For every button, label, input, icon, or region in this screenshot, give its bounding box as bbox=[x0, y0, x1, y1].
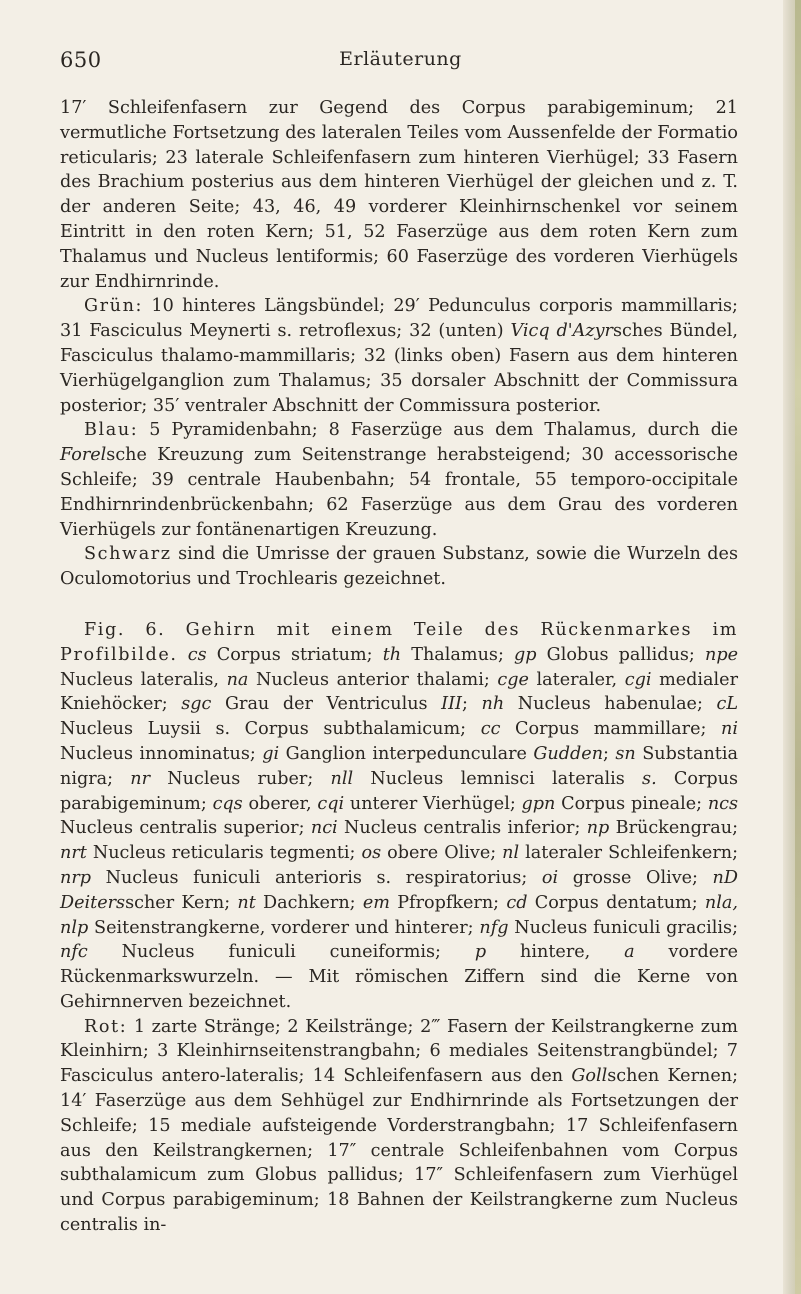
paragraph-text: schen Kernen; 14′ Faserzüge aus dem Sehhügel zur Endhirnrinde als Fortsetzungen der Schleife; 15 mediale aufsteigende Vorderstrangbahn; 17 Schleifenfasern aus den Keilstrangkernen; 17″ centrale Schleifenbahnen vom Corpus subthalamicum zum Globus pallidus; 17″ Schleifenfasern zum Vierhügel und Corpus parabigeminum; 18 Bahnen der Keilstrangkerne zum Nucleus centralis in- bbox=[60, 1066, 739, 1236]
paragraph-blue bbox=[60, 418, 738, 542]
legend-text: Nucleus innominatus; bbox=[60, 743, 263, 764]
abbreviation: npe bbox=[704, 644, 738, 665]
legend-text bbox=[178, 645, 188, 665]
abbreviation: oi bbox=[541, 867, 559, 888]
paragraph-black bbox=[60, 542, 738, 592]
legend-text: Substantia nigra; bbox=[60, 743, 738, 789]
paragraph-figure-notes bbox=[60, 96, 738, 294]
legend-text: Nucleus ruber; bbox=[150, 768, 331, 789]
legend-text: Thalamus; bbox=[401, 644, 514, 665]
paragraph-red bbox=[60, 1015, 738, 1238]
legend-text: obere Olive; bbox=[381, 843, 503, 864]
abbreviation: cge bbox=[497, 669, 529, 690]
legend-text: Corpus striatum; bbox=[206, 644, 383, 665]
legend-text: unterer Vierhügel; bbox=[344, 793, 522, 814]
abbreviation: gi bbox=[262, 743, 280, 764]
page-edge-stripe bbox=[795, 0, 801, 1294]
section-gap bbox=[60, 592, 738, 618]
legend-text: Corpus parabigeminum; bbox=[60, 768, 739, 814]
abbreviation: nrp bbox=[60, 867, 92, 888]
abbreviation: cd bbox=[506, 892, 528, 913]
running-title: Erläuterung bbox=[339, 48, 462, 70]
abbreviation: nfc bbox=[60, 942, 88, 963]
page-number: 650 bbox=[60, 48, 102, 72]
author-name: Forel bbox=[60, 445, 107, 466]
legend-text: ; bbox=[462, 694, 482, 715]
paragraph-text: sche Kreuzung zum Seitenstrange herabsteigend; 30 accessorische Schleife; 39 centrale Haubenbahn; 54 frontale, 55 temporo-occipitale Endhirnrindenbrückenbahn; 62 Faserzüge aus dem Grau des vorderen Vierhügels zur fontänenartigen Kreuzung. bbox=[60, 445, 738, 540]
legend-text: lateraler, bbox=[528, 669, 625, 690]
abbreviation: nci bbox=[310, 818, 338, 839]
legend-text: Nucleus funiculi gracilis; bbox=[508, 917, 738, 938]
abbreviation: ncs bbox=[707, 793, 739, 814]
abbreviation: nD bbox=[712, 867, 738, 888]
legend-text: Corpus dentatum; bbox=[527, 892, 705, 913]
page-header bbox=[60, 48, 741, 78]
legend-text: Seitenstrangkerne, vorderer und hinterer; bbox=[88, 917, 480, 938]
legend-text: vordere Rückenmarkswurzeln. — Mit römischen Ziffern sind die Kerne von Gehirnnerven bezeichnet. bbox=[60, 942, 738, 1012]
paragraph-text: 10 hinteres Längsbündel; 29′ Pedunculus corporis mammillaris; 31 Fasciculus Meynerti s. retroflexus; 32 (unten) bbox=[60, 296, 738, 342]
legend-text: hintere, bbox=[486, 942, 625, 963]
legend-text: grosse Olive; bbox=[558, 867, 713, 888]
abbreviation: Deiters bbox=[60, 892, 126, 913]
color-label-blue: Blau: bbox=[84, 420, 139, 441]
abbreviation: ni bbox=[721, 719, 738, 740]
abbreviation: th bbox=[382, 644, 402, 665]
abbreviation: na bbox=[226, 669, 249, 690]
abbreviation: sn bbox=[615, 743, 636, 764]
abbreviation: nfg bbox=[479, 917, 509, 938]
abbreviation: cqi bbox=[317, 793, 345, 814]
page-body bbox=[60, 96, 738, 1238]
author-name: Vicq d'Azyr bbox=[510, 321, 613, 342]
abbreviation: cL bbox=[716, 694, 739, 715]
legend-text: Nucleus lateralis, bbox=[60, 669, 227, 690]
abbreviation: nr bbox=[130, 768, 151, 789]
legend-text: medialer Kniehöcker; bbox=[60, 669, 738, 715]
legend-text: lateraler Schleifenkern; bbox=[519, 843, 738, 864]
abbreviation: nrt bbox=[60, 843, 87, 864]
legend-text: Nucleus anterior thalami; bbox=[248, 669, 498, 690]
paragraph-text: 17′ Schleifenfasern zur Gegend des Corpus parabigeminum; 21 vermutliche Fortsetzung des lateralen Teiles vom Aussenfelde der Formatio reticularis; 23 laterale Schleifenfasern zum hinteren Vierhügel; 33 Fasern des Brachium posterius aus dem hinteren Vierhügel der gleichen und z. T. der anderen Seite; 43, 46, 49 vorderer Kleinhirnschenkel vor seinem Eintritt in den roten Kern; 51, 52 Faserzüge aus dem roten Kern zum Thalamus und Nucleus lentiformis; 60 Faserzüge des vorderen Vierhügels zur Endhirnrinde. bbox=[60, 98, 738, 292]
figure-caption: Fig. 6. Gehirn mit einem Teile des Rückenmarkes im Profilbilde. bbox=[60, 619, 738, 665]
color-label-red: Rot: bbox=[84, 1016, 128, 1037]
abbreviation: cqs bbox=[212, 793, 243, 814]
color-label-green: Grün: bbox=[84, 296, 144, 317]
abbreviation: p bbox=[474, 942, 487, 963]
abbreviation: cgi bbox=[624, 669, 652, 690]
abbreviation: nl bbox=[502, 843, 520, 864]
abbreviation: sgc bbox=[181, 694, 212, 715]
legend-text: Nucleus funiculi anterioris s. respiratorius; bbox=[91, 867, 542, 888]
legend-text: scher Kern; bbox=[125, 892, 238, 913]
abbreviation: Gudden bbox=[533, 743, 604, 764]
legend-text: Dachkern; bbox=[255, 892, 363, 913]
legend-text: oberer, bbox=[242, 793, 318, 814]
legend-text: Nucleus habenulae; bbox=[504, 694, 717, 715]
abbreviation: em bbox=[362, 892, 390, 913]
abbreviation: cc bbox=[480, 719, 501, 740]
legend-text: Nucleus Luysii s. Corpus subthalamicum; bbox=[60, 719, 481, 740]
paragraph-green bbox=[60, 294, 738, 418]
legend-text: Nucleus lemnisci lateralis bbox=[353, 768, 643, 789]
legend-text: Grau der Ventriculus bbox=[211, 694, 442, 715]
legend-text: Globus pallidus; bbox=[536, 644, 705, 665]
abbreviation: nll bbox=[330, 768, 354, 789]
legend-text: Ganglion interpedunculare bbox=[279, 743, 534, 764]
legend-text: Corpus pineale; bbox=[555, 793, 708, 814]
paragraph-text: sind die Umrisse der grauen Substanz, sowie die Wurzeln des Oculomotorius und Trochlearis gezeichnet. bbox=[60, 544, 738, 590]
author-name: Goll bbox=[571, 1066, 608, 1087]
abbreviation: III bbox=[441, 694, 463, 715]
legend-text: Nucleus funiculi cuneiformis; bbox=[87, 942, 475, 963]
abbreviation: gp bbox=[514, 644, 537, 665]
legend-text: Pfropfkern; bbox=[389, 892, 507, 913]
color-label-black: Schwarz bbox=[84, 544, 172, 565]
paragraph-text: 1 zarte Stränge; 2 Keilstränge; 2‴ Fasern der Keilstrangkerne zum Kleinhirn; 3 Kleinhirnseitenstrangbahn; 6 mediales Seitenstrangbündel; 7 Fasciculus antero-lateralis; 14 Schleifenfasern aus den bbox=[60, 1016, 738, 1087]
abbreviation: gpn bbox=[521, 793, 556, 814]
paragraph-figure-6 bbox=[60, 618, 738, 1015]
abbreviation: np bbox=[586, 818, 610, 839]
abbreviation: os bbox=[361, 843, 382, 864]
legend-text: Nucleus reticularis tegmenti; bbox=[86, 843, 362, 864]
legend-text: Nucleus centralis inferior; bbox=[337, 818, 587, 839]
legend-text: ; bbox=[603, 743, 616, 764]
legend-text: Nucleus centralis superior; bbox=[60, 818, 311, 839]
legend-text: Brückengrau; bbox=[609, 818, 739, 839]
abbreviation: nt bbox=[237, 892, 256, 913]
abbreviation: nla, nlp bbox=[60, 892, 738, 938]
paragraph-text: 5 Pyramidenbahn; 8 Faserzüge aus dem Thalamus, durch die bbox=[138, 420, 738, 441]
abbreviation: cs bbox=[187, 644, 207, 665]
abbreviation: s. bbox=[642, 768, 657, 789]
abbreviation: nh bbox=[481, 694, 505, 715]
legend-text: Corpus mammillare; bbox=[500, 719, 722, 740]
paragraph-text: sches Bündel, Fasciculus thalamo-mammillaris; 32 (links oben) Fasern aus dem hinteren Vierhügelganglion zum Thalamus; 35 dorsaler Abschnitt der Commissura posterior; 35′ ventraler Abschnitt der Commissura posterior. bbox=[60, 321, 739, 416]
abbreviation: a bbox=[624, 942, 635, 963]
